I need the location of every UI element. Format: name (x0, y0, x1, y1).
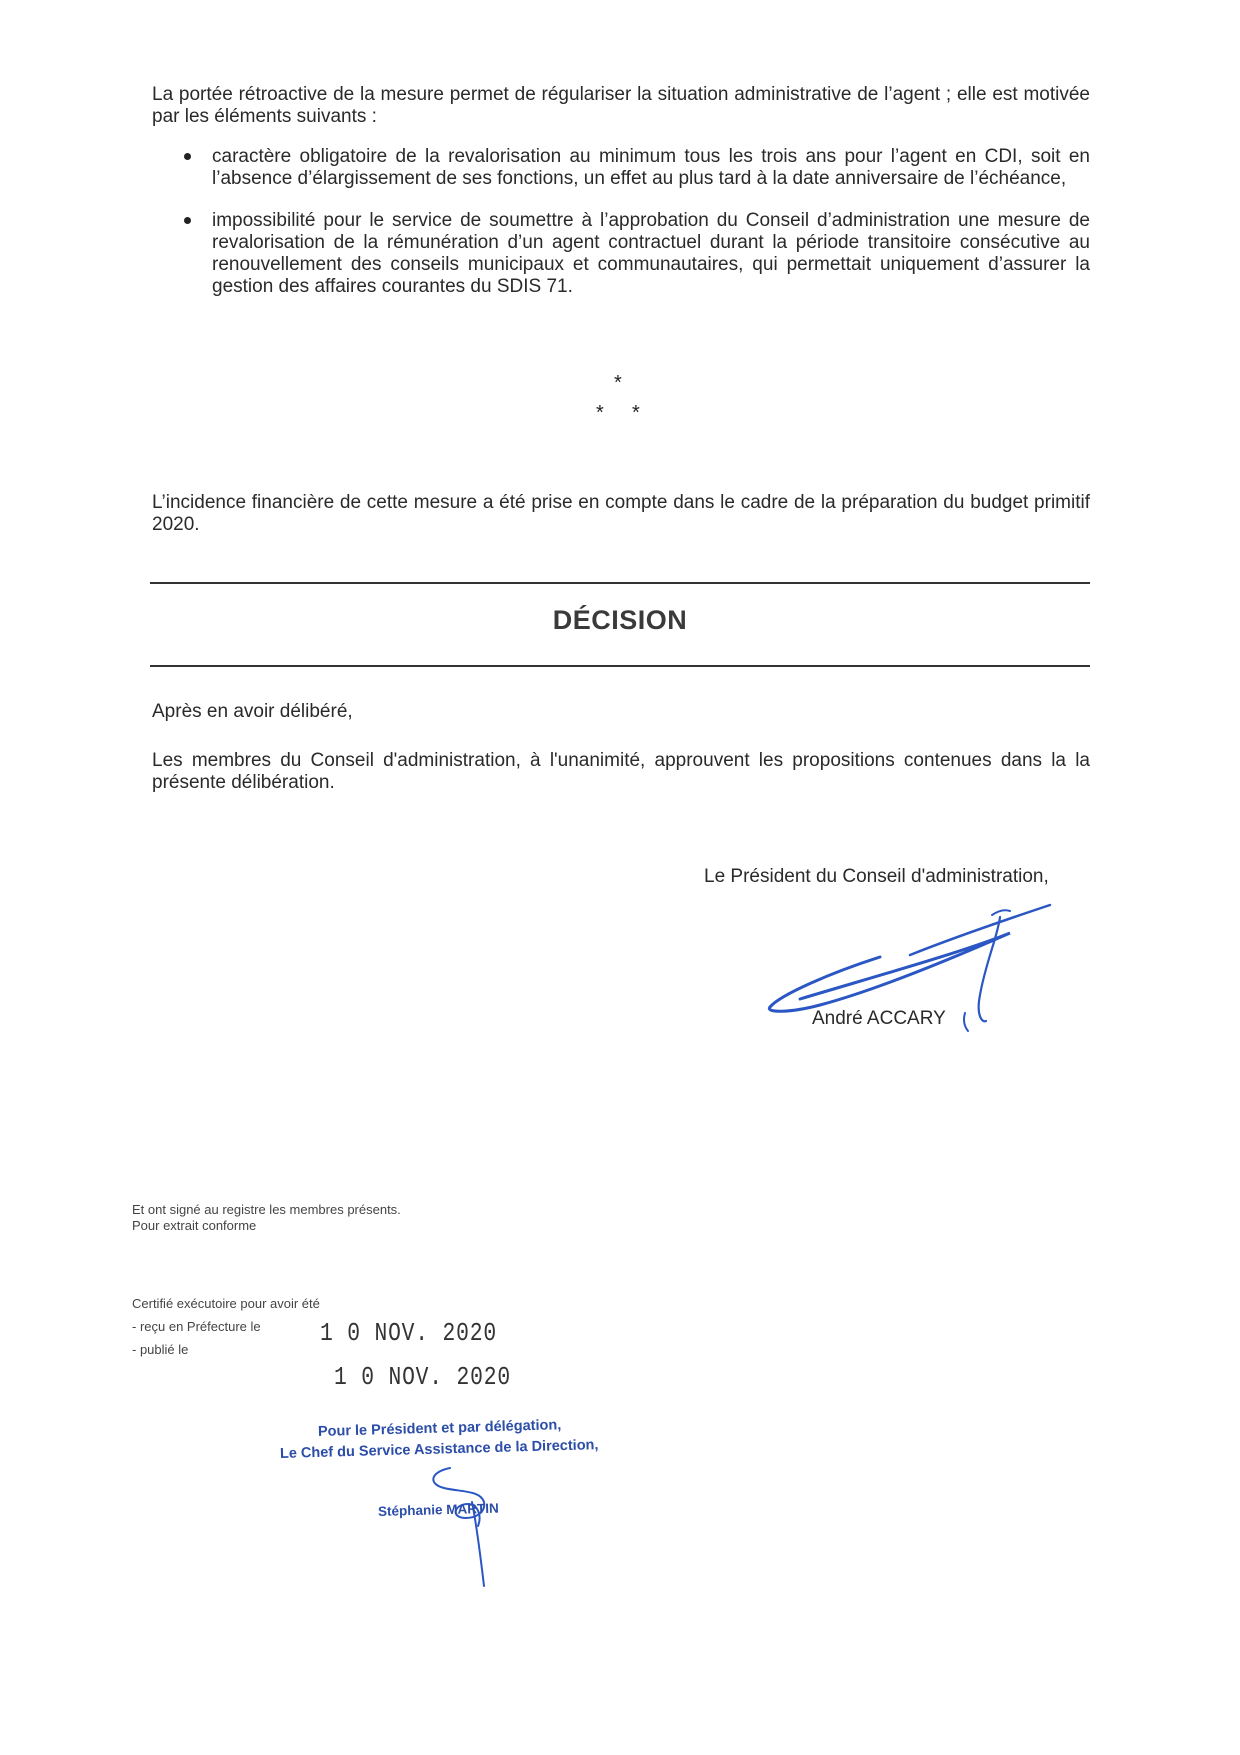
published-date-stamp: 1 0 NOV. 2020 (334, 1362, 511, 1392)
list-item-text: impossibilité pour le service de soumettre à l’approbation du Conseil d’administration une mesure de revalorisation de la rémunération d’un agent contractuel durant la période transitoire consécutive au renouvellement des conseils municipaux et communautaires, qui permettait uniquement d’assurer la gestion des affaires courantes du SDIS 71. (212, 210, 1090, 297)
deliberation-text: Après en avoir délibéré, (152, 701, 353, 722)
list-item (152, 210, 1090, 298)
signatory-name: André ACCARY (812, 1008, 946, 1029)
divider-top (150, 582, 1090, 584)
section-separator (590, 372, 650, 432)
divider-bottom (150, 665, 1090, 667)
decision-heading: DÉCISION (552, 605, 688, 635)
delegate-signature (420, 1462, 530, 1592)
motivation-list (152, 146, 1090, 318)
published-label: - publié le (132, 1342, 189, 1357)
registre-line: Pour extrait conforme (132, 1218, 257, 1233)
bullet-icon (184, 217, 191, 224)
separator-star: * (632, 402, 640, 424)
registre-line: Et ont signé au registre les membres présents. (132, 1202, 401, 1217)
list-item (152, 146, 1090, 190)
intro-paragraph: La portée rétroactive de la mesure permet de régulariser la situation administrative de l’agent ; elle est motivée par les éléments suivants : (152, 84, 1090, 127)
delegation-line: Pour le Président et par délégation, (317, 1417, 562, 1440)
delegation-line: Le Chef du Service Assistance de la Direction, (279, 1437, 599, 1462)
certification-heading: Certifié exécutoire pour avoir été (132, 1296, 320, 1311)
signatory-title: Le Président du Conseil d'administration, (704, 866, 1049, 887)
certification-block (132, 1296, 320, 1365)
received-label: - reçu en Préfecture le (132, 1319, 261, 1334)
list-item-text: caractère obligatoire de la revalorisation au minimum tous les trois ans pour l’agent en CDI, soit en l’absence d’élargissement de ses fonctions, un effet au plus tard à la date anniversaire de l’échéance, (212, 146, 1090, 189)
approval-paragraph: Les membres du Conseil d'administration, à l'unanimité, approuvent les propositions contenues dans la la présente délibération. (152, 750, 1090, 793)
received-date-stamp: 1 0 NOV. 2020 (320, 1318, 497, 1348)
registre-note (132, 1202, 401, 1234)
financial-paragraph: L’incidence financière de cette mesure a été prise en compte dans le cadre de la préparation du budget primitif 2020. (152, 492, 1090, 535)
separator-star: * (614, 372, 622, 394)
separator-star: * (596, 402, 604, 424)
delegate-name: Stéphanie MARTIN (377, 1500, 499, 1519)
bullet-icon (184, 153, 191, 160)
